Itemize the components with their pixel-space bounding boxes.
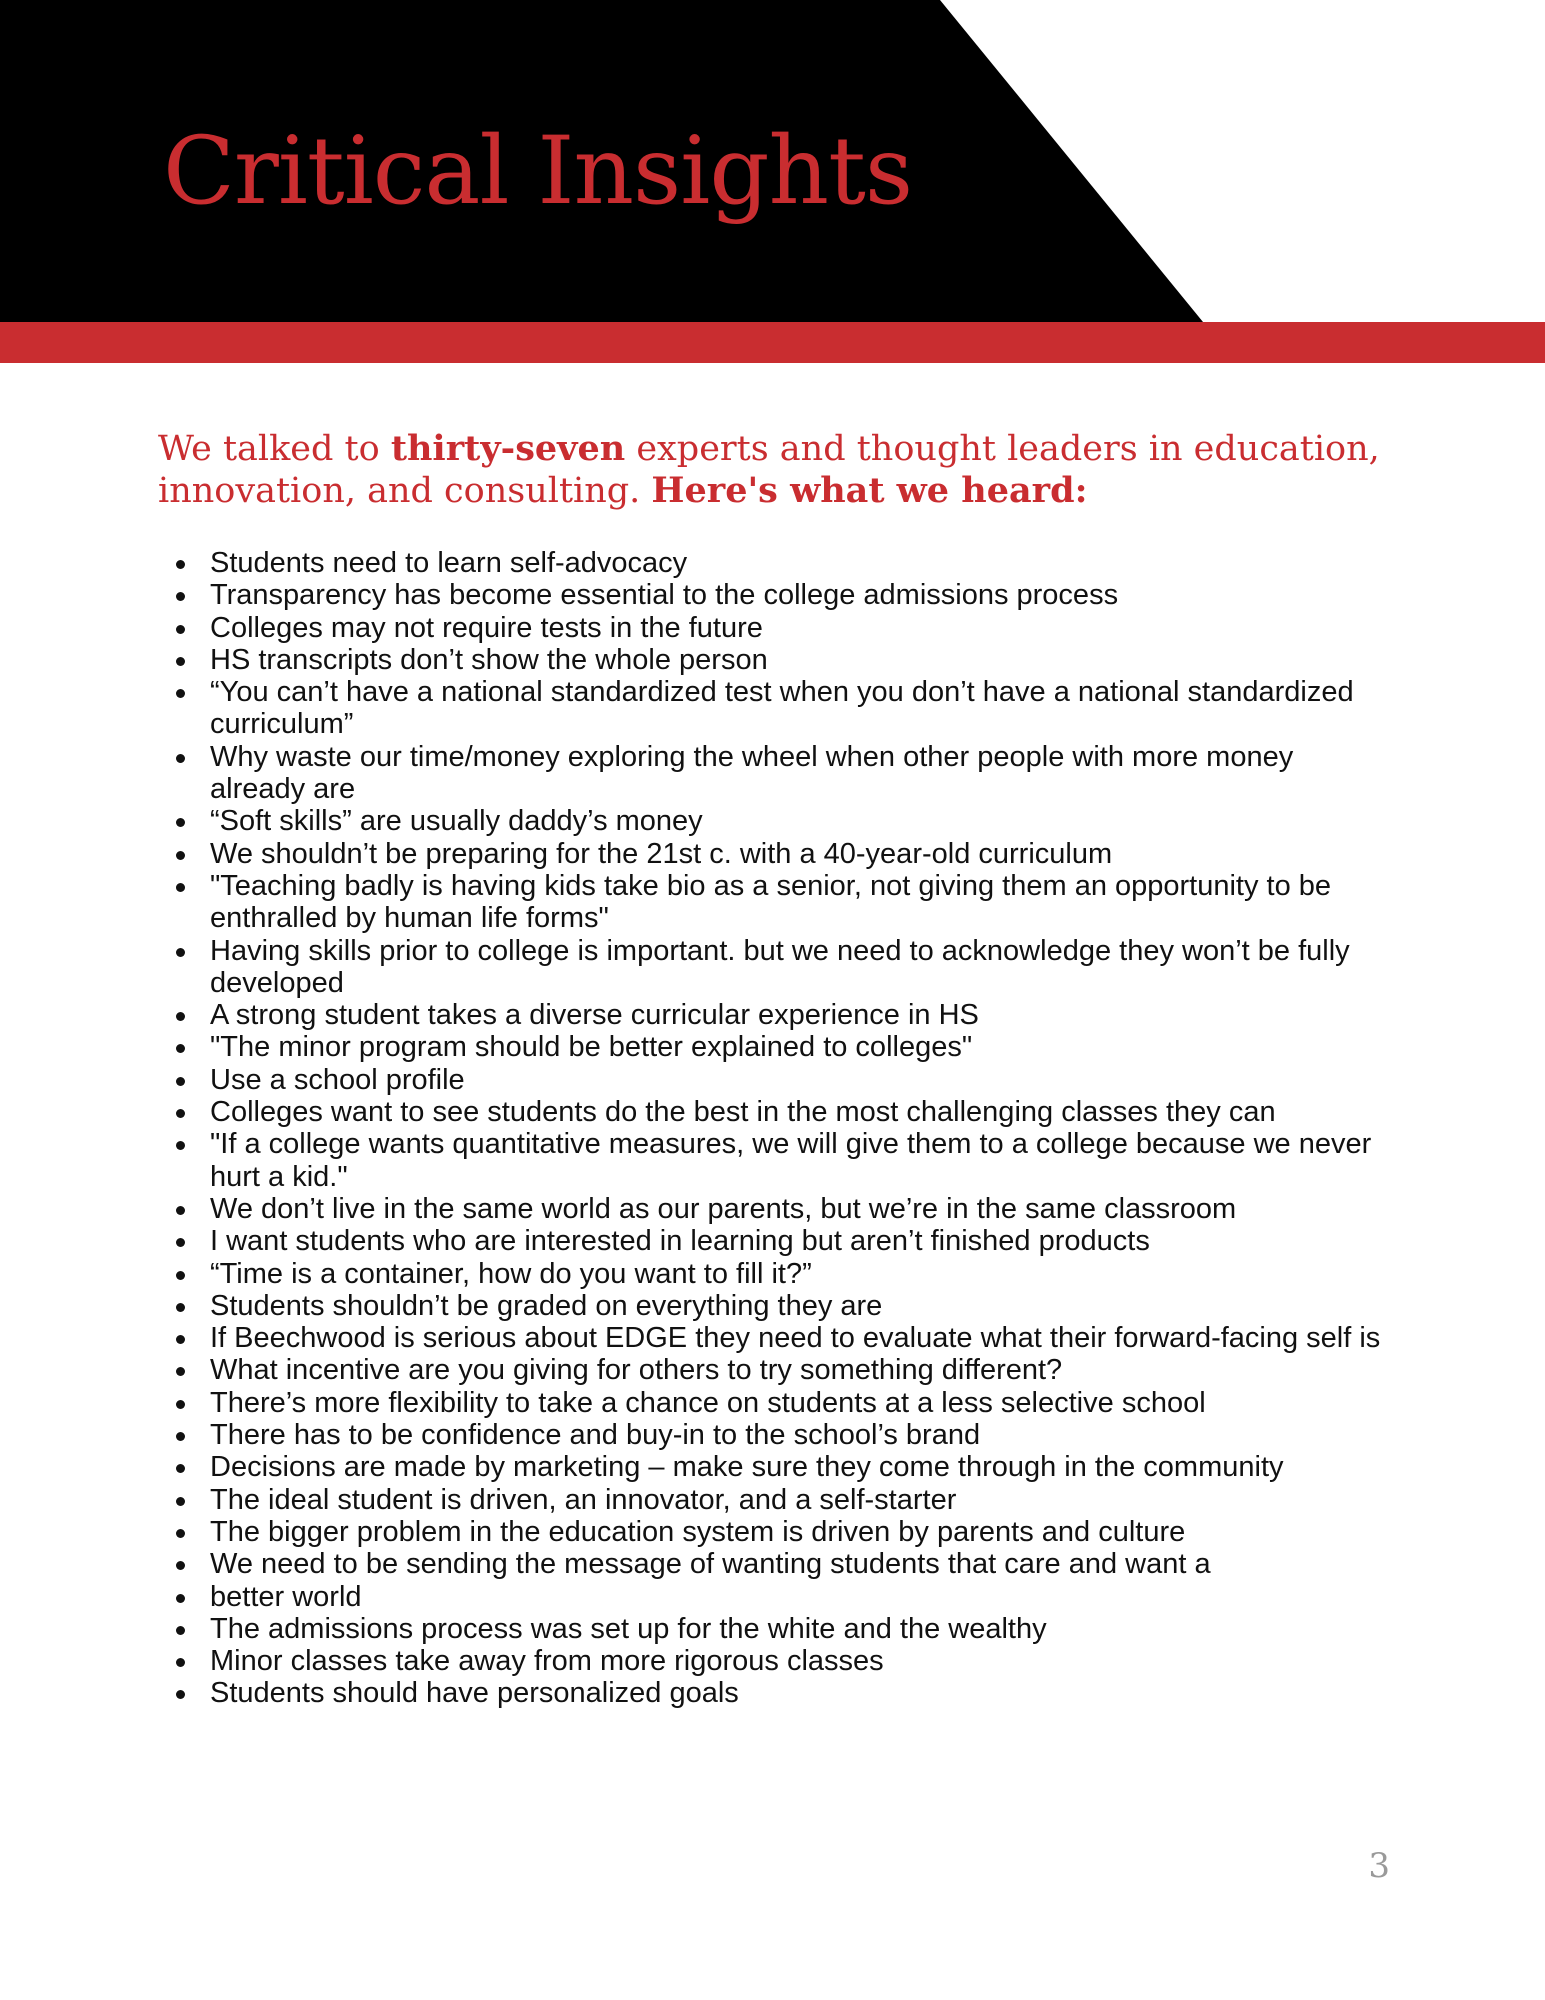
page-title: Critical Insights xyxy=(163,117,913,226)
intro-bold-count: thirty-seven xyxy=(390,428,626,469)
list-item: We don’t live in the same world as our parents, but we’re in the same classroom xyxy=(210,1193,1390,1225)
list-item: Students need to learn self-advocacy xyxy=(210,547,1390,579)
intro-bold-heading: Here's what we heard: xyxy=(651,470,1088,511)
list-item: Decisions are made by marketing – make sure they come through in the community xyxy=(210,1451,1390,1483)
intro-text xyxy=(158,428,1418,512)
list-item: The ideal student is driven, an innovator, and a self-starter xyxy=(210,1484,1390,1516)
list-item: Having skills prior to college is important. but we need to acknowledge they won’t be fully developed xyxy=(210,935,1390,1000)
list-item: Colleges want to see students do the best in the most challenging classes they can xyxy=(210,1096,1390,1128)
list-item: Transparency has become essential to the college admissions process xyxy=(210,579,1390,611)
list-item: “You can’t have a national standardized test when you don’t have a national standardized curriculum” xyxy=(210,676,1390,741)
list-item: We shouldn’t be preparing for the 21st c. with a 40-year-old curriculum xyxy=(210,838,1390,870)
list-item: Minor classes take away from more rigorous classes xyxy=(210,1645,1390,1677)
insights-list xyxy=(210,547,1390,1710)
list-item: Students shouldn’t be graded on everything they are xyxy=(210,1290,1390,1322)
list-item: “Time is a container, how do you want to fill it?” xyxy=(210,1258,1390,1290)
list-item: "Teaching badly is having kids take bio as a senior, not giving them an opportunity to be enthralled by human life forms" xyxy=(210,870,1390,935)
list-item: "The minor program should be better explained to colleges" xyxy=(210,1031,1390,1063)
list-item: Colleges may not require tests in the future xyxy=(210,612,1390,644)
page-number: 3 xyxy=(1368,1846,1390,1886)
list-item: If Beechwood is serious about EDGE they need to evaluate what their forward-facing self is xyxy=(210,1322,1390,1354)
list-item: HS transcripts don’t show the whole person xyxy=(210,644,1390,676)
list-item: “Soft skills” are usually daddy’s money xyxy=(210,805,1390,837)
list-item: There has to be confidence and buy-in to the school’s brand xyxy=(210,1419,1390,1451)
list-item: The admissions process was set up for the white and the wealthy xyxy=(210,1613,1390,1645)
list-item: Students should have personalized goals xyxy=(210,1677,1390,1709)
intro-part-2: experts and thought leaders in education, innovation, and consulting. xyxy=(158,429,1380,511)
list-item: The bigger problem in the education system is driven by parents and culture xyxy=(210,1516,1390,1548)
list-item: "If a college wants quantitative measures, we will give them to a college because we never hurt a kid." xyxy=(210,1128,1390,1193)
list-item: I want students who are interested in learning but aren’t finished products xyxy=(210,1225,1390,1257)
intro-part-1: We talked to xyxy=(158,429,391,469)
list-item: better world xyxy=(210,1581,1390,1613)
header-red-stripe xyxy=(0,322,1545,363)
list-item: There’s more flexibility to take a chance on students at a less selective school xyxy=(210,1387,1390,1419)
list-item: A strong student takes a diverse curricular experience in HS xyxy=(210,999,1390,1031)
list-item: What incentive are you giving for others to try something different? xyxy=(210,1354,1390,1386)
list-item: Why waste our time/money exploring the wheel when other people with more money already are xyxy=(210,741,1390,806)
list-item: Use a school profile xyxy=(210,1064,1390,1096)
list-item: We need to be sending the message of wanting students that care and want a xyxy=(210,1548,1390,1580)
